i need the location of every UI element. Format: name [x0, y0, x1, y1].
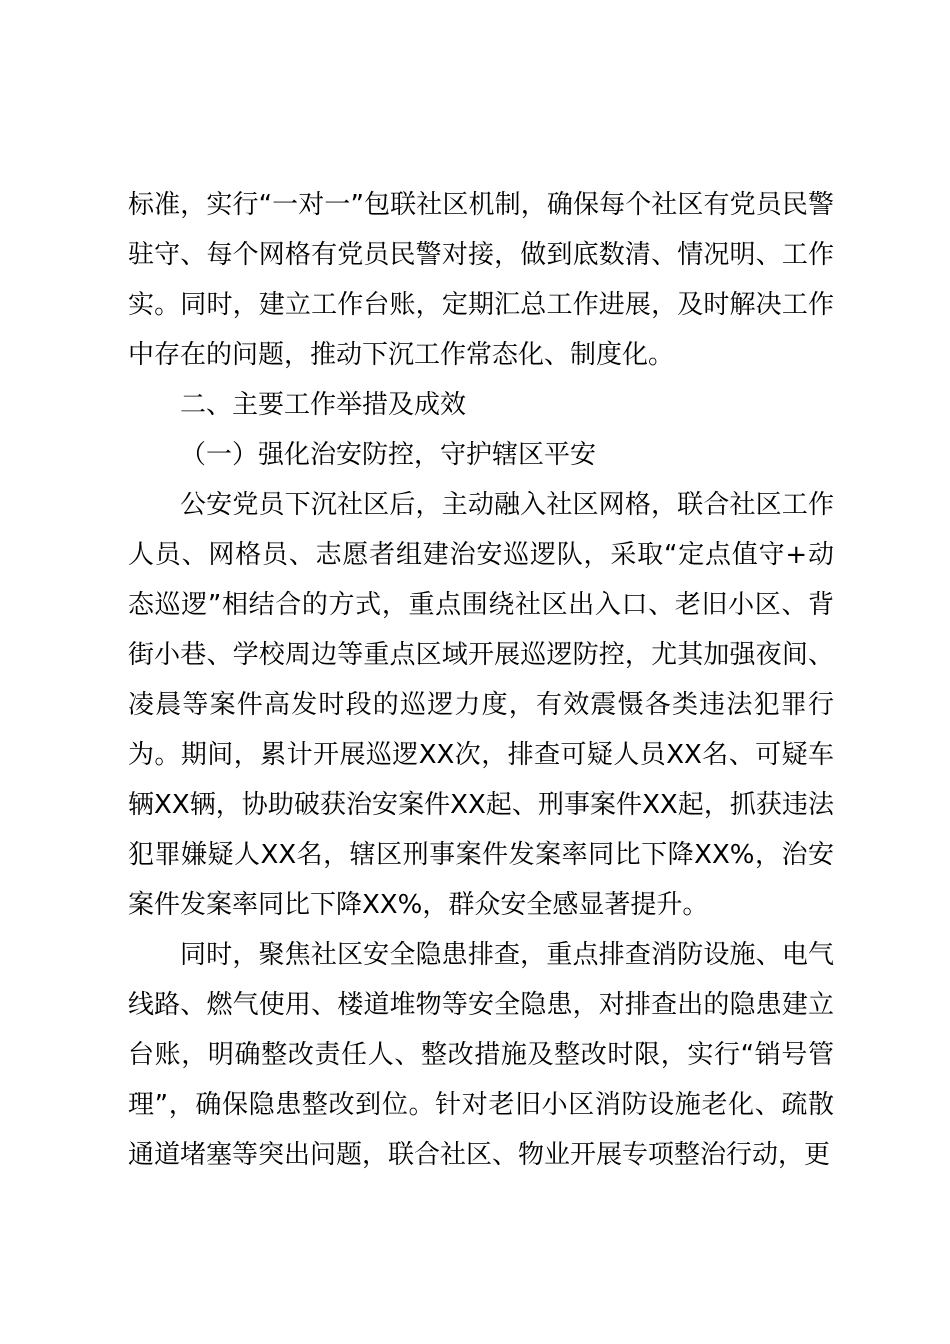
document-body [128, 180, 834, 1180]
paragraph-patrol: 公安党员下沉社区后，主动融入社区网格，联合社区工作人员、网格员、志愿者组建治安巡逻队，采取“定点值守+动态巡逻”相结合的方式，重点围绕社区出入口、老旧小区、背街小巷、学校周边等重点区域开展巡逻防控，尤其加强夜间、凌晨等案件高发时段的巡逻力度，有效震慑各类违法犯罪行为。期间，累计开展巡逻XX次，排查可疑人员XX名、可疑车辆XX辆，协助破获治安案件XX起、刑事案件XX起，抓获违法犯罪嫌疑人XX名，辖区刑事案件发案率同比下降XX%，治安案件发案率同比下降XX%，群众安全感显著提升。 [128, 490, 834, 920]
paragraph-hazard: 同时，聚焦社区安全隐患排查，重点排查消防设施、电气线路、燃气使用、楼道堆物等安全隐患，对排查出的隐患建立台账，明确整改责任人、整改措施及整改时限，实行“销号管理”，确保隐患整改到位。针对老旧小区消防设施老化、疏散通道堵塞等突出问题，联合社区、物业开展专项整治行动，更 [128, 940, 834, 1170]
section-heading: 二、主要工作举措及成效 [180, 390, 467, 420]
paragraph-continuation: 标准，实行“一对一”包联社区机制，确保每个社区有党员民警驻守、每个网格有党员民警对接，做到底数清、情况明、工作实。同时，建立工作台账，定期汇总工作进展，及时解决工作中存在的问题，推动下沉工作常态化、制度化。 [128, 190, 834, 370]
subsection-heading: （一）强化治安防控，守护辖区平安 [180, 440, 597, 470]
